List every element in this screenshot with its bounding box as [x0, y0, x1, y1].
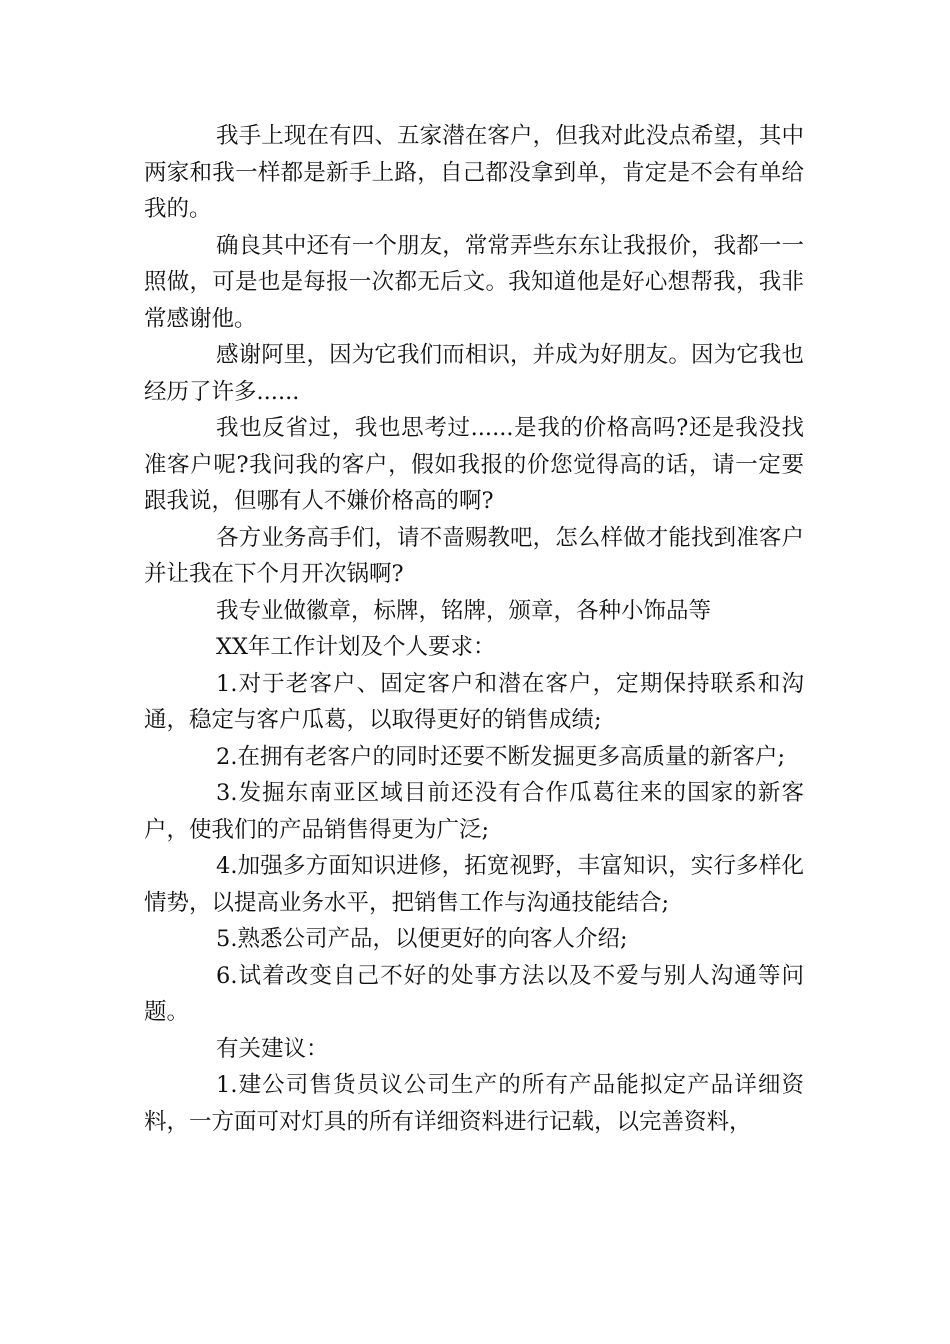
paragraph-suggestion-item-1: 1.建公司售货员议公司生产的所有产品能拟定产品详细资料，一方面可对灯具的所有详细资料进行记载，以完善资料，	[144, 1072, 804, 1135]
paragraph-plan-item-1: 1.对于老客户、固定客户和潜在客户，定期保持联系和沟通，稳定与客户瓜葛，以取得更好的销售成绩;	[144, 670, 804, 733]
paragraph-plan-item-6: 6.试着改变自己不好的处事方法以及不爱与别人沟通等问题。	[144, 962, 804, 1025]
paragraph-plan-heading: XX年工作计划及个人要求：	[216, 634, 496, 660]
paragraph-plan-item-2: 2.在拥有老客户的同时还要不断发掘更多高质量的新客户;	[216, 743, 786, 770]
paragraph-suggestions-heading: 有关建议：	[216, 1035, 329, 1062]
paragraph-plan-item-3: 3.发掘东南亚区域目前还没有合作瓜葛往来的国家的新客户，使我们的产品销售得更为广泛;	[144, 780, 804, 843]
paragraph-request-advice: 各方业务高手们，请不啬赐教吧，怎么样做才能找到准客户并让我在下个月开次锅啊?	[144, 524, 804, 587]
document-body	[144, 118, 804, 1140]
paragraph-plan-item-4: 4.加强多方面知识进修，拓宽视野，丰富知识，实行多样化情势，以提高业务水平，把销售工作与沟通技能结合;	[144, 853, 804, 916]
paragraph-potential-clients: 我手上现在有四、五家潜在客户，但我对此没点希望，其中两家和我一样都是新手上路，自己都没拿到单，肯定是不会有单给我的。	[144, 123, 804, 222]
paragraph-plan-item-5: 5.熟悉公司产品，以便更好的向客人介绍;	[216, 926, 628, 952]
paragraph-thanks-alibaba: 感谢阿里，因为它我们而相识，并成为好朋友。因为它我也经历了许多......	[144, 342, 804, 405]
paragraph-products: 我专业做徽章，标牌，铭牌，颁章，各种小饰品等	[216, 597, 712, 624]
paragraph-reflection: 我也反省过，我也思考过......是我的价格高吗?还是我没找准客户呢?我问我的客户，假如我报的价您觉得高的话，请一定要跟我说，但哪有人不嫌价格高的啊?	[144, 415, 804, 514]
paragraph-friend-quotes: 确良其中还有一个朋友，常常弄些东东让我报价，我都一一照做，可是也是每报一次都无后文。我知道他是好心想帮我，我非常感谢他。	[144, 232, 804, 332]
